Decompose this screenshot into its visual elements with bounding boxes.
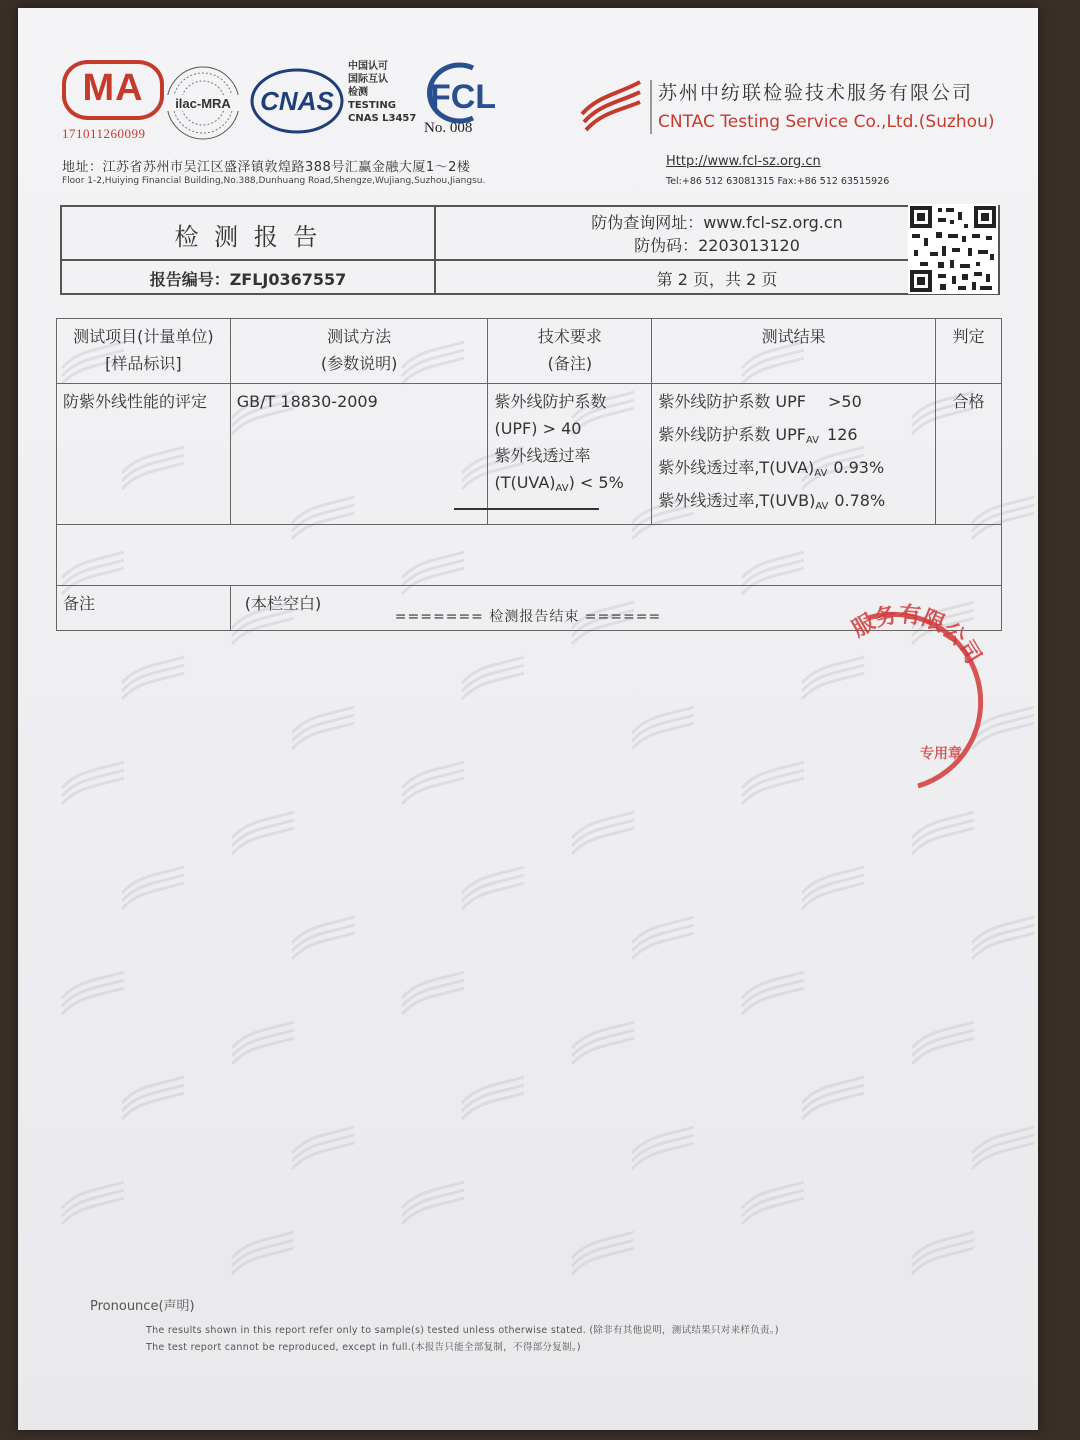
- report-header-box: [60, 205, 1000, 295]
- cma-code: 171011260099: [62, 126, 146, 141]
- cell-verdict: 合格: [936, 384, 1002, 525]
- watermark-icon: [288, 1123, 358, 1173]
- watermark-icon: [798, 1073, 868, 1123]
- result-line: 紫外线透过率$,T(UVB)_{AV}$ 0.78%: [658, 491, 886, 512]
- header-requirement: 技术要求 (备注): [488, 319, 652, 384]
- watermark-icon: [288, 703, 358, 753]
- header-verdict: 判定: [936, 319, 1002, 384]
- fcl-logo: [413, 60, 503, 124]
- result-line: 紫外线透过率$,T(UVA)_{AV}$ 0.93%: [658, 458, 885, 479]
- watermark-icon: [398, 758, 468, 808]
- blank-line-mark: [454, 508, 599, 510]
- cntac-logo-icon: [578, 76, 644, 136]
- cma-logo: MA: [62, 60, 164, 120]
- table-row: [57, 384, 1002, 525]
- report-page: [18, 8, 1038, 1430]
- watermark-icon: [118, 1073, 188, 1123]
- watermark-icon: [968, 1123, 1038, 1173]
- watermark-icon: [398, 968, 468, 1018]
- watermark-icon: [738, 968, 808, 1018]
- report-title: 检 测 报 告: [174, 223, 322, 251]
- watermark-icon: [908, 1018, 978, 1068]
- watermark-icon: [228, 808, 298, 858]
- watermark-icon: [568, 1228, 638, 1278]
- page-info: 第 2 页，共 2 页: [656, 270, 778, 289]
- result-line: 紫外线防护系数 $UPF_{AV}$ 126: [658, 425, 858, 446]
- watermark-icon: [58, 1178, 128, 1228]
- watermark-icon: [58, 968, 128, 1018]
- cell-test-method: GB/T 18830-2009: [230, 384, 488, 525]
- cell-test-item: 防紫外线性能的评定: [57, 384, 231, 525]
- pronounce-line-2: The test report cannot be reproduced, except in full.(本报告只能全部复制，不得部分复制。): [146, 1342, 581, 1353]
- qr-code[interactable]: [908, 204, 998, 294]
- address-en: Floor 1-2,Huiying Financial Building,No.388,Dunhuang Road,Shengze,Wujiang,Suzhou,Jiangsu.: [62, 176, 486, 186]
- watermark-icon: [908, 808, 978, 858]
- box-divider-h: [62, 259, 998, 261]
- cnas-logo: [250, 68, 344, 134]
- remark-label: 备注: [57, 586, 231, 631]
- ilac-mra-logo: [162, 62, 244, 144]
- remark-value: (本栏空白): [230, 586, 1001, 631]
- svg-text:ilac-MRA: ilac-MRA: [175, 96, 231, 111]
- pronounce-title: Pronounce(声明): [90, 1299, 195, 1314]
- watermark-icon: [738, 1178, 808, 1228]
- watermark-icon: [458, 653, 528, 703]
- phone-fax: Tel:+86 512 63081315 Fax:+86 512 63515926: [666, 176, 890, 187]
- watermark-icon: [288, 913, 358, 963]
- result-line: 紫外线防护系数 UPF >50: [658, 392, 862, 411]
- svg-text:FCL: FCL: [429, 78, 497, 116]
- watermark-icon: [968, 913, 1038, 963]
- watermark-icon: [228, 1018, 298, 1068]
- watermark-icon: [628, 913, 698, 963]
- watermark-icon: [458, 863, 528, 913]
- anti-fake-code: 防伪码：2203013120: [634, 236, 800, 255]
- pronounce-line-1: The results shown in this report refer only to sample(s) tested unless otherwise stated. (除非有其他说明，测试结果只对来样负责。): [146, 1325, 779, 1336]
- company-name-cn: 苏州中纺联检验技术服务有限公司: [658, 82, 974, 104]
- report-end-marker: ======= 检测报告结束 ======: [394, 609, 662, 625]
- watermark-icon: [908, 1228, 978, 1278]
- cnas-accreditation-text: 中国认可 国际互认 检测 TESTING CNAS L3457: [348, 61, 417, 124]
- header-test-method: 测试方法 (参数说明): [230, 319, 488, 384]
- watermark-icon: [628, 703, 698, 753]
- watermark-icon: [118, 863, 188, 913]
- watermark-icon: [628, 1123, 698, 1173]
- header-test-item: 测试项目(计量单位) [样品标识]: [57, 319, 231, 384]
- watermark-icon: [458, 1073, 528, 1123]
- svg-text:服务有限公司: 服务有限公司: [847, 602, 986, 669]
- results-table: [56, 318, 1002, 631]
- address-cn: 地址：江苏省苏州市吴江区盛泽镇敦煌路388号汇赢金融大厦1～2楼: [62, 160, 471, 175]
- watermark-icon: [568, 808, 638, 858]
- watermark-icon: [398, 1178, 468, 1228]
- svg-text:CNAS: CNAS: [260, 86, 334, 116]
- table-spacer-row: [57, 525, 1002, 586]
- watermark-icon: [798, 863, 868, 913]
- watermark-icon: [118, 653, 188, 703]
- table-header-row: [57, 319, 1002, 384]
- header-divider: [650, 80, 652, 134]
- verify-url: 防伪查询网址：www.fcl-sz.org.cn: [591, 213, 843, 232]
- website-link[interactable]: Http://www.fcl-sz.org.cn: [666, 154, 821, 169]
- cell-test-result: [652, 384, 936, 525]
- header-test-result: 测试结果: [652, 319, 936, 384]
- report-number: 报告编号：ZFLJ0367557: [149, 270, 347, 289]
- company-name-en: CNTAC Testing Service Co.,Ltd.(Suzhou): [658, 112, 995, 132]
- watermark-icon: [228, 1228, 298, 1278]
- watermark-icon: [58, 758, 128, 808]
- cell-requirement: 紫外线防护系数 (UPF) > 40 紫外线透过率 $(T(UVA)_{AV}) < 5\%$: [488, 384, 652, 525]
- svg-text:专用章: 专用章: [920, 746, 962, 762]
- watermark-icon: [568, 1018, 638, 1068]
- fcl-number: No. 008: [424, 120, 473, 136]
- company-seal-stamp: [798, 598, 998, 798]
